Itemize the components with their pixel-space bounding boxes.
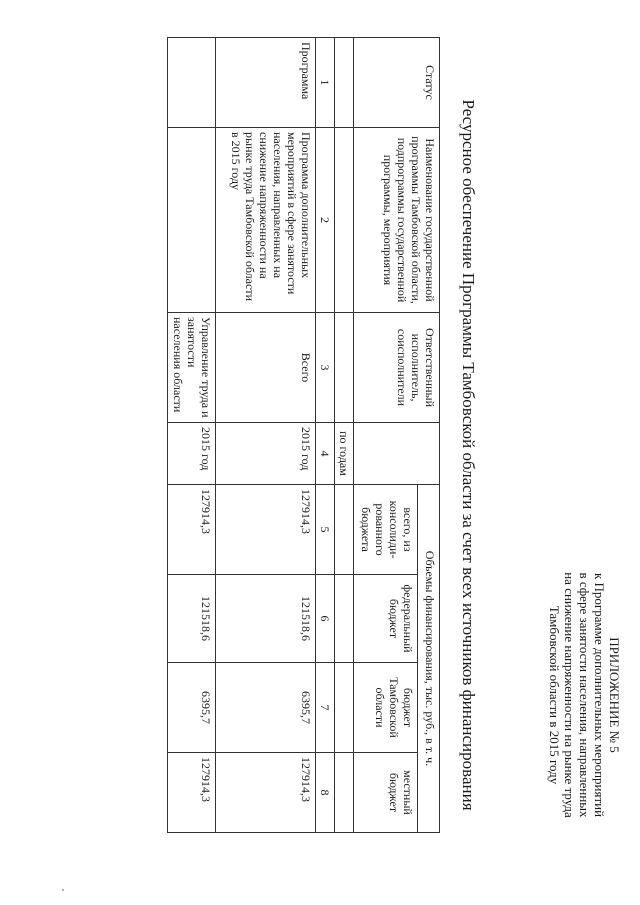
column-number: 2	[316, 128, 335, 313]
row-name: Программа дополнительных мероприятий в сфере занятости населения, направленных на снижение напряженности на рынке труда Тамбовской области в 2015 году	[216, 128, 316, 313]
document-title: Ресурсное обеспечение Программы Тамбовской области за счет всех источников финансирования	[459, 99, 478, 811]
row-total: 127914,3	[168, 485, 216, 575]
row-federal: 121518,6	[216, 575, 316, 663]
header-total: всего, из консолиди-рованного бюджета	[354, 485, 418, 575]
row-year: 2015 год	[168, 423, 216, 485]
appendix-line: на снижение напряженности на рынке труда	[562, 572, 577, 818]
header-blank	[335, 38, 354, 128]
header-blank	[335, 485, 354, 575]
header-by-years: по годам	[335, 423, 354, 485]
header-funding: Объемы финансирования, тыс. руб., в т. ч.	[418, 485, 440, 833]
rotated-content	[10, 15, 630, 895]
header-status: Статус	[354, 38, 440, 128]
table-row	[216, 38, 316, 833]
column-number: 8	[316, 753, 335, 833]
header-federal: федеральный бюджет	[354, 575, 418, 663]
row-executor: Управление труда и занятости населения области	[168, 313, 216, 423]
column-number: 5	[316, 485, 335, 575]
header-regional: бюджет Тамбовской области	[354, 663, 418, 753]
header-executor: Ответственный исполнитель, соисполнители	[354, 313, 440, 423]
header-blank	[335, 575, 354, 663]
header-local: местный бюджет	[354, 753, 418, 833]
column-number: 1	[316, 38, 335, 128]
row-local: 127914,3	[168, 753, 216, 833]
column-number: 3	[316, 313, 335, 423]
resource-table	[167, 37, 440, 833]
header-empty	[354, 423, 440, 485]
appendix-header	[547, 510, 622, 880]
header-blank	[335, 753, 354, 833]
header-row-1	[418, 38, 440, 833]
table-row	[168, 38, 216, 833]
row-executor: Всего	[216, 313, 316, 423]
appendix-line: Тамбовской области в 2015 году	[547, 605, 562, 785]
row-name	[168, 128, 216, 313]
row-regional: 6395,7	[168, 663, 216, 753]
row-year: 2015 год	[216, 423, 316, 485]
row-local: 127914,3	[216, 753, 316, 833]
header-row-sub	[335, 38, 354, 833]
header-name: Наименование государственной программы Тамбовской области, подпрограммы государственной программы, мероприятия	[354, 128, 440, 313]
column-number: 6	[316, 575, 335, 663]
scan-speck	[62, 889, 64, 891]
appendix-line: в сфере занятости населения, направленных	[577, 572, 592, 818]
appendix-number: ПРИЛОЖЕНИЕ № 5	[607, 637, 622, 753]
header-blank	[335, 313, 354, 423]
column-numbers-row	[316, 38, 335, 833]
row-status	[168, 38, 216, 128]
header-blank	[335, 128, 354, 313]
row-status: Программа	[216, 38, 316, 128]
row-regional: 6395,7	[216, 663, 316, 753]
appendix-line: к Программе дополнительных мероприятий	[592, 572, 607, 818]
column-number: 7	[316, 663, 335, 753]
header-blank	[335, 663, 354, 753]
column-number: 4	[316, 423, 335, 485]
row-federal: 121518,6	[168, 575, 216, 663]
row-total: 127914,3	[216, 485, 316, 575]
